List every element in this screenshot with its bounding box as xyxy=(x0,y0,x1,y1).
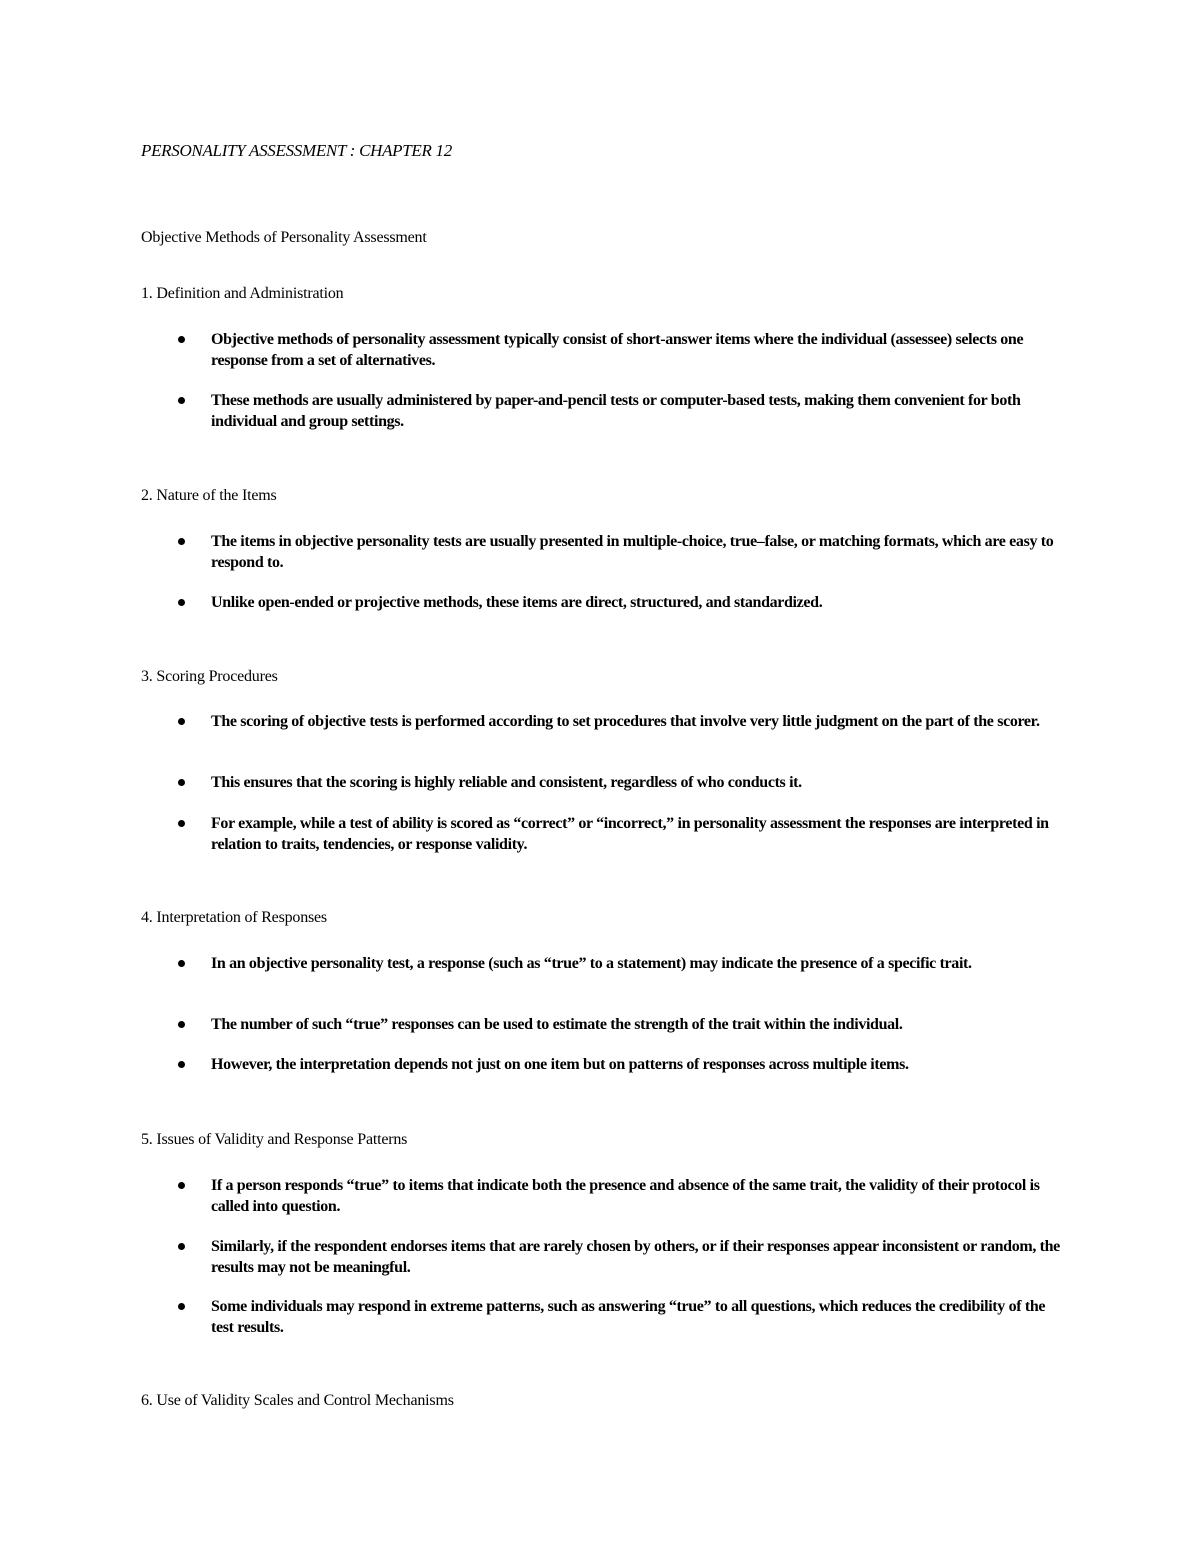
list-item-text: For example, while a test of ability is scored as “correct” or “incorrect,” in personality assessment the responses are interpreted in relation to traits, tendencies, or response validity. xyxy=(211,815,1049,853)
bullet-icon xyxy=(178,1243,185,1250)
document-title: PERSONALITY ASSESSMENT : CHAPTER 12 xyxy=(141,141,452,160)
list-item-text: Unlike open-ended or projective methods, these items are direct, structured, and standardized. xyxy=(211,594,823,611)
document-subtitle: Objective Methods of Personality Assessment xyxy=(141,229,427,246)
bullet-icon xyxy=(178,336,185,343)
bullet-icon xyxy=(178,718,185,725)
bullet-icon xyxy=(178,599,185,606)
bullet-icon xyxy=(178,1021,185,1028)
bullet-icon xyxy=(178,960,185,967)
bullet-icon xyxy=(178,779,185,786)
list-item-text: Some individuals may respond in extreme patterns, such as answering “true” to all questions, which reduces the credibility of the test results. xyxy=(211,1298,1046,1336)
list-item-text: Objective methods of personality assessment typically consist of short-answer items where the individual (assessee) selects one response from a set of alternatives. xyxy=(211,331,1024,369)
bullet-icon xyxy=(178,820,185,827)
section-heading-4: 4. Interpretation of Responses xyxy=(141,909,327,926)
list-item-text: In an objective personality test, a response (such as “true” to a statement) may indicate the presence of a specific trait. xyxy=(211,955,972,972)
section-heading-2: 2. Nature of the Items xyxy=(141,487,277,504)
section-heading-3: 3. Scoring Procedures xyxy=(141,668,278,685)
list-item-text: These methods are usually administered by paper-and-pencil tests or computer-based tests, making them convenient for both individual and group settings. xyxy=(211,392,1021,430)
list-item-text: However, the interpretation depends not just on one item but on patterns of responses across multiple items. xyxy=(211,1056,909,1073)
list-item-text: The items in objective personality tests are usually presented in multiple-choice, true–false, or matching formats, which are easy to respond to. xyxy=(211,533,1054,571)
section-heading-1: 1. Definition and Administration xyxy=(141,285,344,302)
list-item-text: The scoring of objective tests is performed according to set procedures that involve very little judgment on the part of the scorer. xyxy=(211,713,1040,730)
bullet-icon xyxy=(178,1303,185,1310)
bullet-icon xyxy=(178,1182,185,1189)
section-heading-6: 6. Use of Validity Scales and Control Mechanisms xyxy=(141,1392,454,1409)
list-item-text: The number of such “true” responses can be used to estimate the strength of the trait within the individual. xyxy=(211,1016,903,1033)
bullet-icon xyxy=(178,538,185,545)
bullet-icon xyxy=(178,397,185,404)
list-item-text: If a person responds “true” to items that indicate both the presence and absence of the same trait, the validity of their protocol is called into question. xyxy=(211,1177,1040,1215)
section-heading-5: 5. Issues of Validity and Response Patterns xyxy=(141,1131,408,1148)
list-item-text: Similarly, if the respondent endorses items that are rarely chosen by others, or if their responses appear inconsistent or random, the results may not be meaningful. xyxy=(211,1238,1060,1276)
list-item-text: This ensures that the scoring is highly reliable and consistent, regardless of who conducts it. xyxy=(211,774,802,791)
bullet-icon xyxy=(178,1061,185,1068)
